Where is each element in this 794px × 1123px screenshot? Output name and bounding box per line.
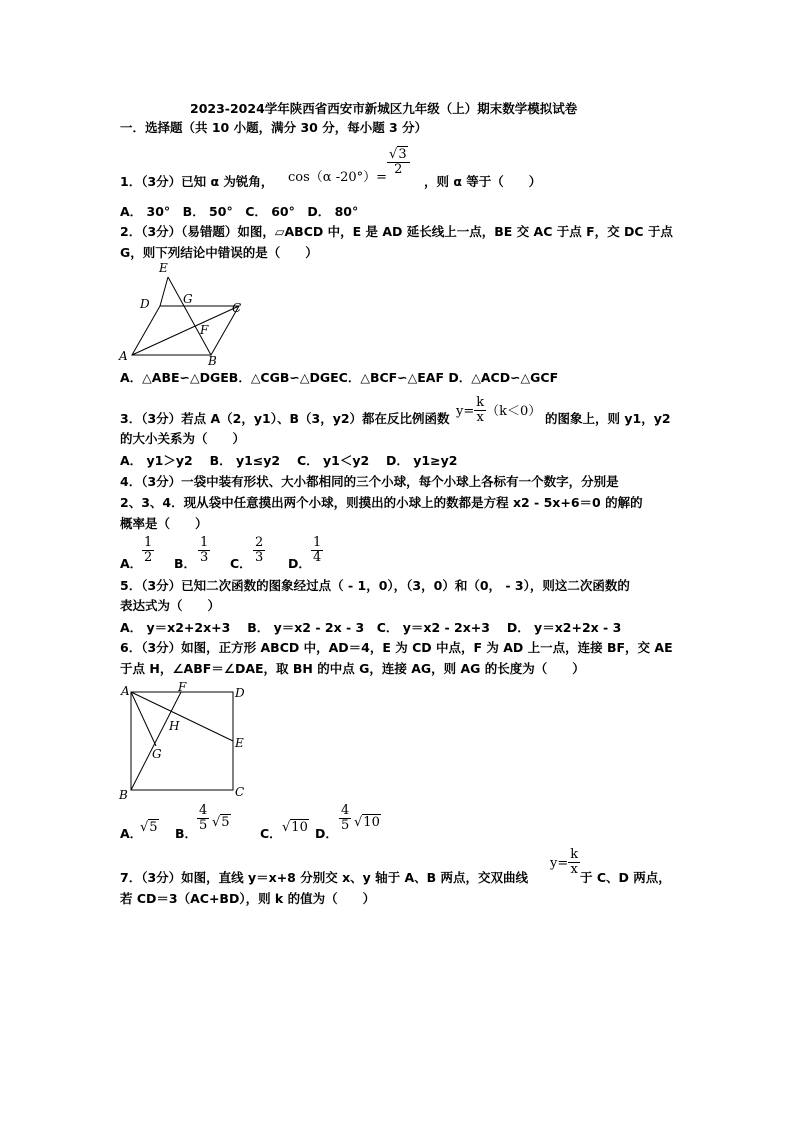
q4-line2: 2、3、4．现从袋中任意摸出两个小球，则摸出的小球上的数都是方程 x2 - 5x+6＝0 的解的 (120, 495, 643, 510)
q2-label-f: F (200, 323, 209, 337)
q6-opt-a-sqrt: √5 (140, 820, 158, 835)
q6-label-c: C (235, 785, 245, 799)
q3-stem-a: 3．（3分）若点 A（2，y1）、B（3，y2）都在反比例函数 (120, 411, 450, 426)
q6-figure (115, 680, 255, 802)
q3-func-cond: （k＜0） (486, 404, 542, 419)
q4-opt-a-frac: $\frac{1}{2}$ (144, 535, 153, 565)
q6-line2: 于点 H，∠ABF＝∠DAE，取 BH 的中点 G，连接 AG，则 AG 的长度为（ ） (120, 661, 585, 676)
segment-ae (131, 692, 233, 741)
q3-function (456, 396, 541, 425)
q2-label-c: C (232, 301, 242, 315)
q2-label-e: E (159, 261, 168, 275)
segment-ag (131, 692, 156, 746)
section-heading: 一．选择题（共 10 小题，满分 30 分，每小题 3 分） (120, 120, 428, 135)
q2-label-d: D (140, 297, 150, 311)
q4-opt-d-frac: $\frac{1}{4}$ (313, 535, 322, 565)
q5-options: A． y＝x2+2x+3 B． y＝x2 - 2x - 3 C． y＝x2 - 2x+3 D． y＝x2+2x - 3 (120, 620, 622, 635)
q1-formula-fraction: $\frac{√3}{2}$ (387, 148, 410, 177)
q5-line2: 表达式为（ ） (120, 598, 221, 613)
q7-func-y: y= (550, 856, 569, 871)
q4-opt-c-label: C． (230, 556, 252, 571)
q1-formula-cos: cos（α -20°）= (288, 170, 388, 185)
q3-func-fraction: $\frac{k}{x}$ (476, 395, 485, 425)
q2-label-a: A (119, 349, 128, 363)
q6-line1: 6．（3分）如图，正方形 ABCD 中，AD＝4，E 为 CD 中点，F 为 AD 上一点，连接 BF，交 AE (120, 640, 673, 655)
q6-label-d: D (235, 686, 245, 700)
q6-options (120, 804, 410, 844)
q2-label-b: B (208, 354, 217, 368)
q2-line2: G，则下列结论中错误的是（ ） (120, 245, 318, 260)
q4-opt-b-label: B． (174, 556, 197, 571)
q4-line1: 4．（3分）一袋中装有形状、大小都相同的三个小球，每个小球上各标有一个数字，分别是 (120, 474, 619, 489)
q6-opt-d-sqrt: √10 (354, 815, 380, 830)
segment-de (160, 277, 168, 306)
q3-options: A． y1＞y2 B． y1≤y2 C． y1＜y2 D． y1≥y2 (120, 453, 458, 468)
q6-opt-d-frac: $\frac{4}{5}$ (341, 803, 350, 833)
q6-label-h: H (169, 719, 180, 733)
q2-figure (115, 258, 255, 370)
q7-line2: 若 CD＝3（AC+BD），则 k 的值为（ ） (120, 891, 376, 906)
segment-bf (131, 692, 181, 790)
segment-eb (168, 277, 211, 355)
q3-func-y: y= (456, 404, 475, 419)
q1-stem-a: 1．（3分）已知 α 为锐角， (120, 174, 274, 189)
q1-options: A． 30° B． 50° C． 60° D． 80° (120, 204, 359, 219)
q6-label-g: G (152, 747, 162, 761)
q6-opt-b-label: B． (175, 826, 198, 841)
square-abcd (131, 692, 233, 790)
q3-stem-b: 的图象上，则 y1，y2 (545, 411, 671, 426)
q7-stem-a: 7．（3分）如图，直线 y＝x+8 分别交 x、y 轴于 A、B 两点，交双曲线 (120, 870, 529, 885)
q7-stem-b: 于 C、D 两点， (580, 870, 671, 885)
q6-opt-c-label: C． (260, 826, 282, 841)
q2-options: A．△ABE∽△DGEB．△CGB∽△DGEC．△BCF∽△EAF D．△ACD∽△GCF (120, 370, 559, 385)
q6-label-a: A (121, 684, 130, 698)
q1-sqrt: √3 (389, 147, 407, 162)
q1-stem-b: ，则 α 等于（ ） (424, 174, 542, 189)
q3-line2: 的大小关系为（ ） (120, 431, 246, 446)
q7-func-fraction: $\frac{k}{x}$ (570, 847, 579, 877)
q2-line1: 2．（3分）（易错题）如图，▱ABCD 中，E 是 AD 延长线上一点，BE 交 AC 于点 F，交 DC 于点 (120, 224, 673, 239)
q6-opt-b-sqrt: √5 (212, 815, 230, 830)
page-title: 2023-2024学年陕西省西安市新城区九年级（上）期末数学模拟试卷 (190, 101, 578, 116)
q6-label-e: E (235, 736, 244, 750)
q4-opt-a-label: A． (120, 556, 143, 571)
q7-function (550, 848, 580, 877)
q6-opt-a-label: A． (120, 826, 143, 841)
q6-label-f: F (178, 680, 187, 694)
q6-opt-c-sqrt: √10 (282, 820, 308, 835)
diagonal-ac (132, 306, 239, 355)
q4-opt-d-label: D． (288, 556, 311, 571)
q4-opt-c-frac: $\frac{2}{3}$ (255, 535, 264, 565)
q2-label-g: G (183, 292, 193, 306)
q6-opt-d-label: D． (315, 826, 338, 841)
q4-line3: 概率是（ ） (120, 516, 208, 531)
q6-label-b: B (119, 788, 128, 802)
q6-opt-b-frac: $\frac{4}{5}$ (199, 803, 208, 833)
q5-line1: 5．（3分）已知二次函数的图象经过点（ - 1，0），（3，0）和（0， - 3），则这二次函数的 (120, 578, 630, 593)
q4-opt-b-frac: $\frac{1}{3}$ (200, 535, 209, 565)
